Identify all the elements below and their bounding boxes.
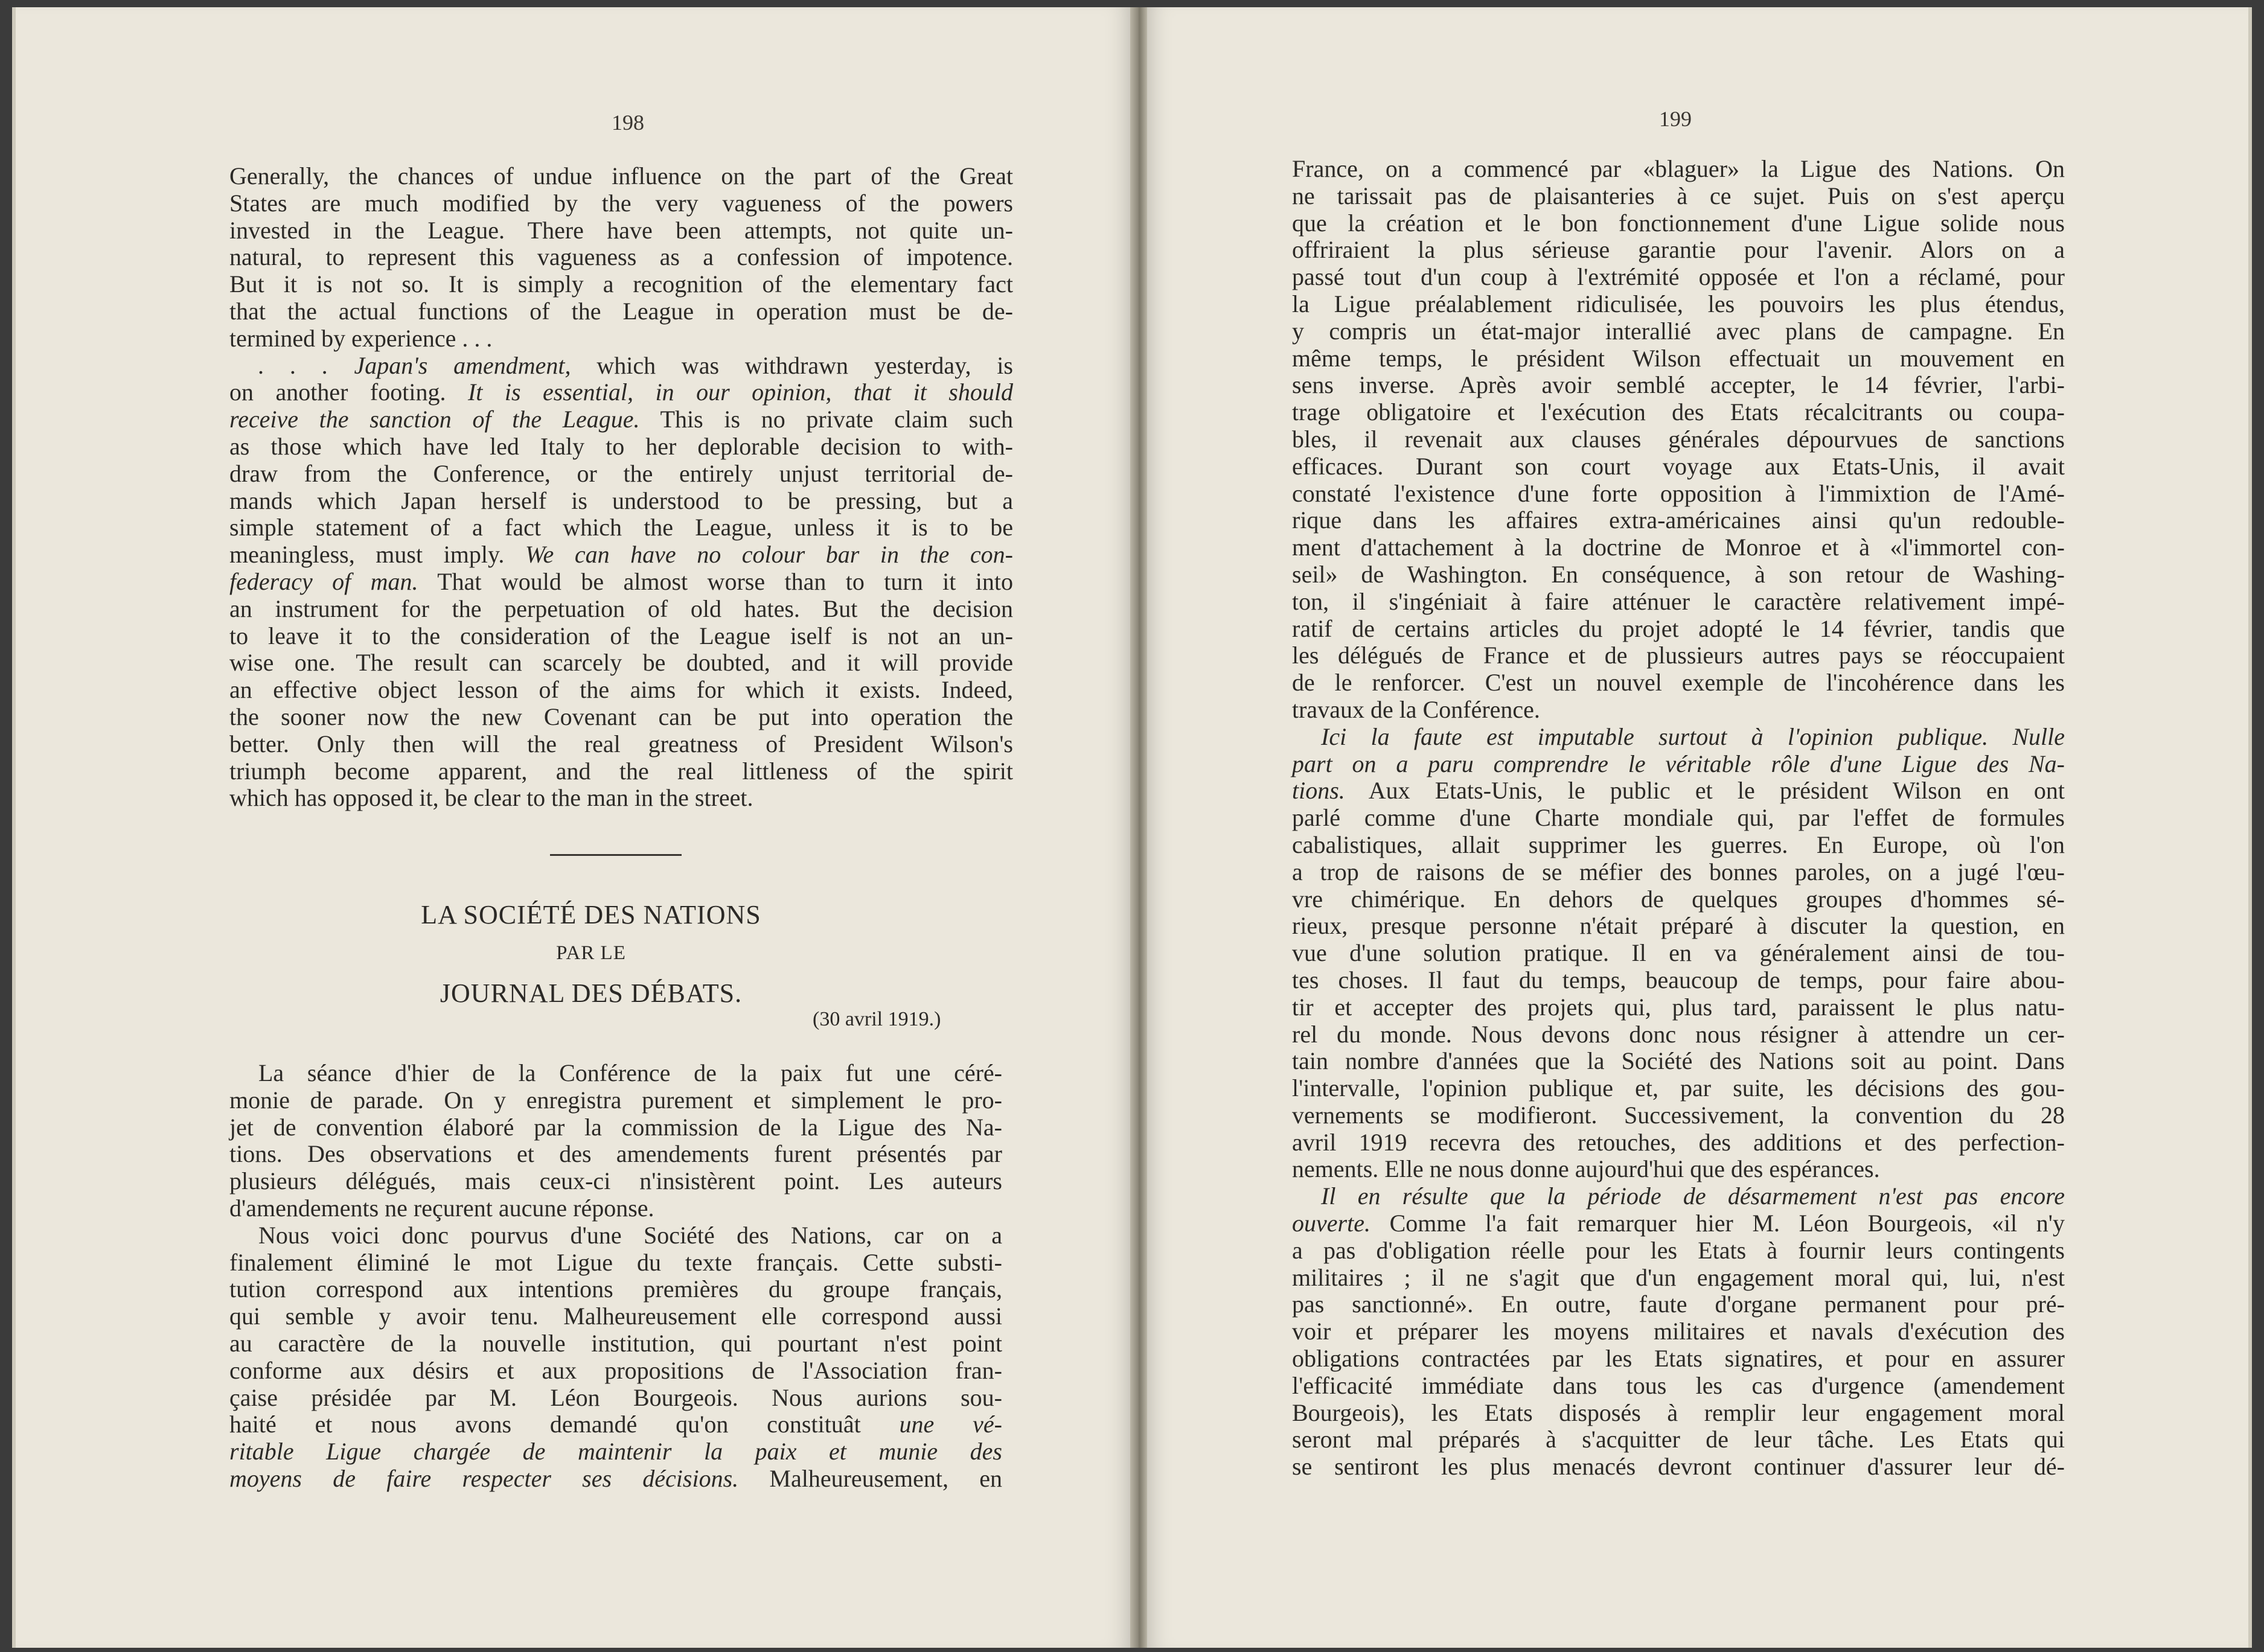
text-line: passé tout d'un coup à l'extrémité opposée et l'on a réclamé, pour: [1292, 263, 2065, 291]
text-line: triumph become apparent, and the real littleness of the spirit: [229, 757, 1013, 785]
text-line: constaté l'existence d'une forte opposition à l'immixtion de l'Amé-: [1292, 479, 2065, 507]
text-line: de le renforcer. C'est un nouvel exemple de l'incohérence dans les: [1292, 669, 2065, 697]
text-line: tain nombre d'années que la Société des Nations soit au point. Dans: [1292, 1047, 2065, 1075]
text-line: . . . Japan's amendment, which was withdrawn yesterday, is: [258, 351, 1013, 379]
text-line: trage obligatoire et l'exécution des Etats récalcitrants ou coupa-: [1292, 398, 2065, 426]
book-gutter: [1130, 7, 1147, 1648]
text-line: haité et nous avons demandé qu'on constituât une vé-: [229, 1411, 1002, 1438]
text-line: draw from the Conference, or the entirely unjust territorial de-: [229, 459, 1013, 487]
text-line: voir et préparer les moyens militaires et navals d'exécution des: [1292, 1318, 2065, 1345]
text-line: seil» de Washington. En conséquence, à son retour de Washing-: [1292, 560, 2065, 588]
text-line: mands which Japan herself is understood to be pressing, but a: [229, 486, 1013, 514]
text-line: sens inverse. Après avoir semblé accepter, le 14 février, l'arbi-: [1292, 371, 2065, 399]
text-line: la Ligue préalablement ridiculisée, les pouvoirs les plus étendus,: [1292, 290, 2065, 317]
text-line: to leave it to the consideration of the League iself is not an un-: [229, 622, 1013, 649]
text-line: même temps, le président Wilson effectuait un mouvement en: [1292, 344, 2065, 372]
text-line: invested in the League. There have been attempts, not quite un-: [229, 216, 1013, 244]
left-page: [16, 7, 1130, 1648]
french-article-start: [229, 1060, 1002, 1493]
text-line: France, on a commencé par «blaguer» la Ligue des Nations. On: [1292, 155, 2065, 182]
text-line: Bourgeois), les Etats disposés à remplir leur engagement moral: [1292, 1398, 2065, 1426]
text-line: offriraient la plus sérieuse garantie pour l'avenir. Alors on a: [1292, 236, 2065, 264]
text-line: qui semble y avoir tenu. Malheureusement elle correspond aussi: [229, 1303, 1002, 1330]
text-line: y compris un état-major interallié avec plans de campagne. En: [1292, 317, 2065, 345]
text-line: avril 1919 recevra des retouches, des additions et des perfection-: [1292, 1128, 2065, 1156]
right-page: [1147, 7, 2248, 1648]
text-line: l'efficacité immédiate dans tous les cas d'urgence (amendement: [1292, 1371, 2065, 1399]
french-article-continued: [1292, 156, 2065, 1481]
text-line: ne tarissait pas de plaisanteries à ce sujet. Puis on s'est aperçu: [1292, 182, 2065, 209]
text-line: travaux de la Conférence.: [1292, 695, 1540, 723]
text-line: vre chimérique. En dehors de quelques groupes d'hommes sé-: [1292, 885, 2065, 913]
text-line: vernements se modifieront. Successivement, la convention du 28: [1292, 1101, 2065, 1129]
text-line: an instrument for the perpetuation of old hates. But the decision: [229, 595, 1013, 622]
text-line: tir et accepter des projets qui, plus tard, paraissent le plus natu-: [1292, 993, 2065, 1021]
page-number: 198: [612, 110, 644, 135]
text-line: au caractère de la nouvelle institution, qui pourtant n'est point: [229, 1329, 1002, 1357]
text-line: se sentiront les plus menacés devront continuer d'assurer leur dé-: [1292, 1453, 2065, 1481]
text-line: ratif de certains articles du projet adopté le 14 février, tandis que: [1292, 614, 2065, 642]
text-line: tions. Aux Etats-Unis, le public et le président Wilson en ont: [1292, 777, 2065, 805]
text-line: ouverte. Comme l'a fait remarquer hier M. Léon Bourgeois, «il n'y: [1292, 1210, 2065, 1237]
text-line: obligations contractées par les Etats signatires, et pour en assurer: [1292, 1345, 2065, 1373]
text-line: efficaces. Durant son court voyage aux Etats-Unis, il avait: [1292, 452, 2065, 480]
text-line: ment d'attachement à la doctrine de Monroe et à «l'immortel con-: [1292, 534, 2065, 561]
text-line: ton, il s'ingéniait à faire atténuer le caractère relativement impé-: [1292, 587, 2065, 615]
text-line: receive the sanction of the League. This is no private claim such: [229, 406, 1013, 433]
text-line: that the actual functions of the League in operation must be de-: [229, 297, 1013, 325]
text-line: rique dans les affaires extra-américaines ainsi qu'un redouble-: [1292, 506, 2065, 534]
text-line: jet de convention élaboré par la commission de la Ligue des Na-: [229, 1113, 1002, 1141]
text-line: wise one. The result can scarcely be doubted, and it will provide: [229, 649, 1013, 677]
text-line: tes choses. Il faut du temps, beaucoup de temps, pour faire abou-: [1292, 966, 2065, 993]
text-line: parlé comme d'une Charte mondiale qui, par l'effet de formules: [1292, 804, 2065, 832]
text-line: an effective object lesson of the aims for which it exists. Indeed,: [229, 676, 1013, 704]
text-line: pas sanctionné». En outre, faute d'organe permanent pour pré-: [1292, 1290, 2065, 1318]
text-line: a trop de raisons de se méfier des bonnes paroles, on a jugé l'œu-: [1292, 858, 2065, 885]
text-line: better. Only then will the real greatness of President Wilson's: [229, 730, 1013, 757]
text-line: finalement éliminé le mot Ligue du texte français. Cette substi-: [229, 1248, 1002, 1276]
book-spread: [12, 7, 2252, 1648]
text-line: the sooner now the new Covenant can be put into operation the: [229, 703, 1013, 730]
text-line: as those which have led Italy to her deplorable decision to with-: [229, 432, 1013, 460]
text-line: conforme aux désirs et aux propositions de l'Association fran-: [229, 1356, 1002, 1384]
text-line: States are much modified by the very vagueness of the powers: [229, 189, 1013, 217]
section-divider: [550, 854, 682, 856]
section-title: LA SOCIÉTÉ DES NATIONS: [421, 900, 761, 930]
text-line: tution correspond aux intentions premières du groupe français,: [229, 1275, 1002, 1303]
text-line: çaise présidée par M. Léon Bourgeois. Nous aurions sou-: [229, 1383, 1002, 1411]
text-line: l'intervalle, l'opinion publique et, par suite, les décisions des gou-: [1292, 1074, 2065, 1102]
text-line: plusieurs délégués, mais ceux-ci n'insistèrent point. Les auteurs: [229, 1167, 1002, 1195]
text-line: les délégués de France et de plussieurs autres pays se réoccupaient: [1292, 642, 2065, 669]
text-line: vue d'une solution pratique. Il en va généralement ainsi de tou-: [1292, 939, 2065, 967]
text-line: natural, to represent this vagueness as a confession of impotence.: [229, 243, 1013, 271]
english-excerpt: [229, 163, 1013, 812]
text-line: Il en résulte que la période de désarmement n'est pas encore: [1321, 1182, 2065, 1210]
text-line: bles, il revenait aux clauses générales dépourvues de sanctions: [1292, 425, 2065, 453]
section-subtitle: PAR LE: [556, 942, 626, 964]
text-line: nements. Elle ne nous donne aujourd'hui que des espérances.: [1292, 1155, 1880, 1183]
text-line: militaires ; il ne s'agit que d'un engagement moral qui, lui, n'est: [1292, 1263, 2065, 1291]
text-line: rel du monde. Nous devons donc nous résigner à attendre un cer-: [1292, 1020, 2065, 1048]
text-line: d'amendements ne reçurent aucune réponse.: [229, 1194, 654, 1222]
section-source: JOURNAL DES DÉBATS.: [440, 978, 743, 1008]
text-line: rieux, presque personne n'était préparé à discuter la question, en: [1292, 912, 2065, 940]
section-date: (30 avril 1919.): [813, 1008, 941, 1030]
text-line: La séance d'hier de la Conférence de la paix fut une céré-: [258, 1059, 1002, 1086]
text-line: seront mal préparés à s'acquitter de leur tâche. Les Etats qui: [1292, 1426, 2065, 1453]
text-line: moyens de faire respecter ses décisions. Malheureusement, en: [229, 1464, 1003, 1492]
text-line: federacy of man. That would be almost worse than to turn it into: [229, 567, 1013, 595]
text-line: part on a paru comprendre le véritable rôle d'une Ligue des Na-: [1292, 750, 2065, 777]
text-line: on another footing. It is essential, in our opinion, that it should: [229, 378, 1013, 406]
text-line: monie de parade. On y enregistra purement et simplement le pro-: [229, 1086, 1002, 1114]
text-line: termined by experience . . .: [229, 324, 493, 352]
text-line: a pas d'obligation réelle pour les Etats à fournir leurs contingents: [1292, 1236, 2065, 1264]
text-line: meaningless, must imply. We can have no colour bar in the con-: [229, 541, 1013, 569]
text-line: Ici la faute est imputable surtout à l'opinion publique. Nulle: [1321, 722, 2065, 750]
text-line: But it is not so. It is simply a recognition of the elementary fact: [229, 270, 1013, 298]
page-number: 199: [1659, 107, 1692, 131]
text-line: Generally, the chances of undue influence on the part of the Great: [229, 162, 1013, 190]
text-line: Nous voici donc pourvus d'une Société des Nations, car on a: [258, 1221, 1002, 1249]
text-line: which has opposed it, be clear to the man in the street.: [229, 784, 753, 812]
text-line: simple statement of a fact which the League, unless it is to be: [229, 514, 1013, 541]
text-line: ritable Ligue chargée de maintenir la paix et munie des: [229, 1438, 1002, 1465]
text-line: que la création et le bon fonctionnement d'une Ligue solide nous: [1292, 209, 2065, 237]
text-line: cabalistiques, allait supprimer les guerres. En Europe, où l'on: [1292, 831, 2065, 858]
text-line: tions. Des observations et des amendements furent présentés par: [229, 1140, 1002, 1168]
